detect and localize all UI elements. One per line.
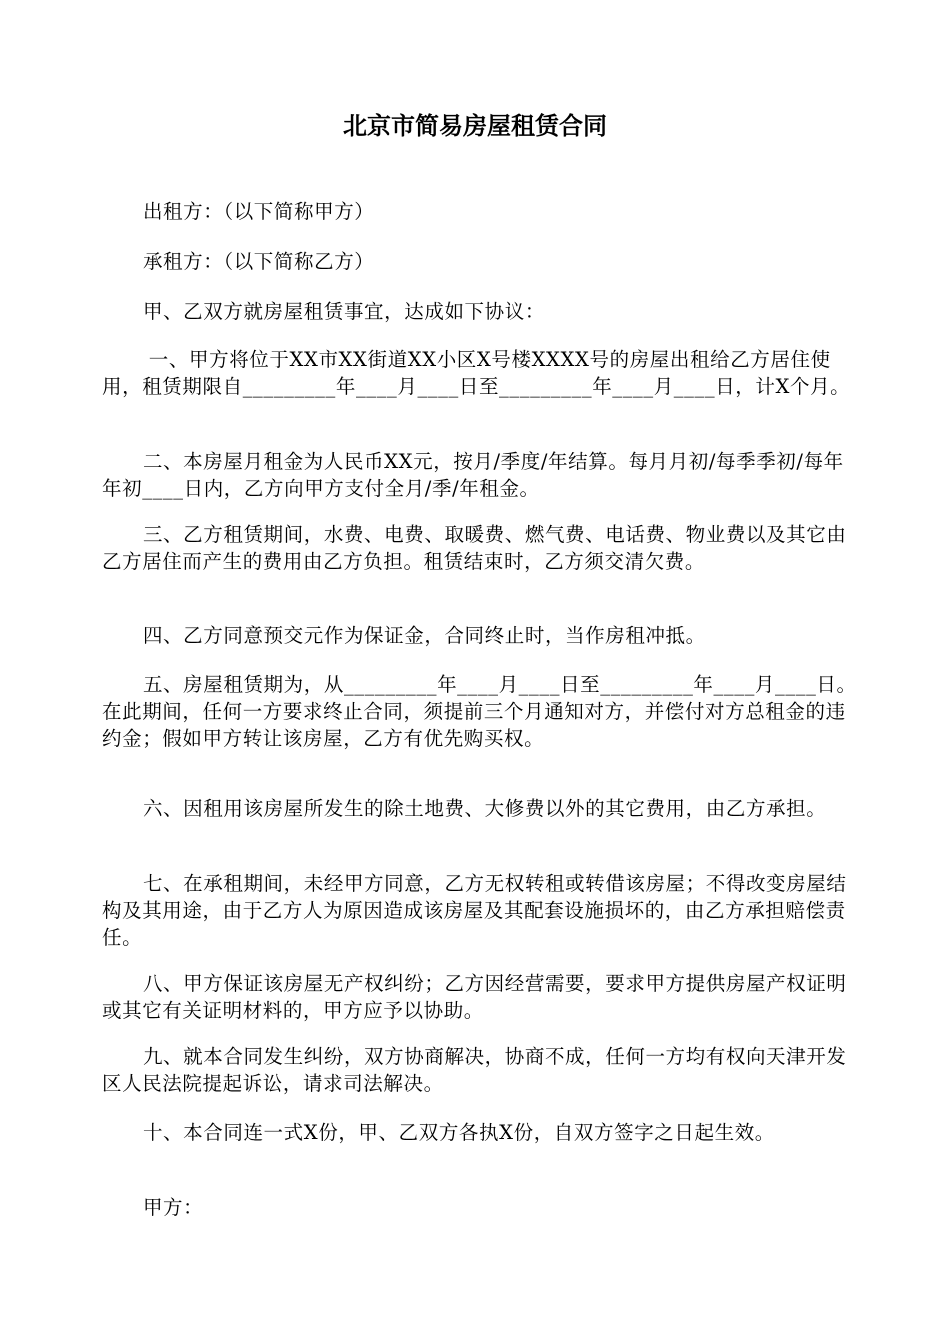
clause-8: 八、甲方保证该房屋无产权纠纷；乙方因经营需要，要求甲方提供房屋产权证明或其它有关证明材料的，甲方应予以协助。 (102, 972, 847, 1022)
clause-10: 十、本合同连一式X份，甲、乙双方各执X份，自双方签字之日起生效。 (142, 1121, 775, 1144)
clause-9: 九、就本合同发生纠纷，双方协商解决，协商不成，任何一方均有权向天津开发区人民法院提起诉讼，请求司法解决。 (102, 1045, 847, 1095)
lessee-line: 承租方：（以下简称乙方） (142, 250, 375, 273)
lessor-line: 出租方：（以下简称甲方） (142, 200, 375, 223)
clause-4: 四、乙方同意预交元作为保证金，合同终止时，当作房租冲抵。 (142, 624, 706, 647)
clause-5: 五、房屋租赁期为，从_________年____月____日至_________年____月____日。在此期间，任何一方要求终止合同，须提前三个月通知对方，并偿付对方总租金的违约金；假如甲方转让该房屋，乙方有优先购买权。 (102, 673, 857, 750)
clause-2: 二、本房屋月租金为人民币XX元，按月/季度/年结算。每月月初/每季季初/每年年初____日内，乙方向甲方支付全月/季/年租金。 (102, 450, 844, 500)
clause-6: 六、因租用该房屋所发生的除土地费、大修费以外的其它费用，由乙方承担。 (142, 797, 827, 820)
clause-1: 一、甲方将位于XX市XX街道XX小区X号楼XXXX号的房屋出租给乙方居住使用，租赁期限自_________年____月____日至_________年____月____日，计X个月。 (102, 348, 851, 398)
document-title: 北京市简易房屋租赁合同 (343, 112, 607, 140)
intro-line: 甲、乙双方就房屋租赁事宜，达成如下协议： (142, 300, 545, 323)
signature-party-a: 甲方： (142, 1196, 204, 1219)
clause-3: 三、乙方租赁期间，水费、电费、取暖费、燃气费、电话费、物业费以及其它由乙方居住而产生的费用由乙方负担。租赁结束时，乙方须交清欠费。 (102, 523, 847, 573)
clause-7: 七、在承租期间，未经甲方同意，乙方无权转租或转借该房屋；不得改变房屋结构及其用途，由于乙方人为原因造成该房屋及其配套设施损坏的，由乙方承担赔偿责任。 (102, 872, 847, 949)
